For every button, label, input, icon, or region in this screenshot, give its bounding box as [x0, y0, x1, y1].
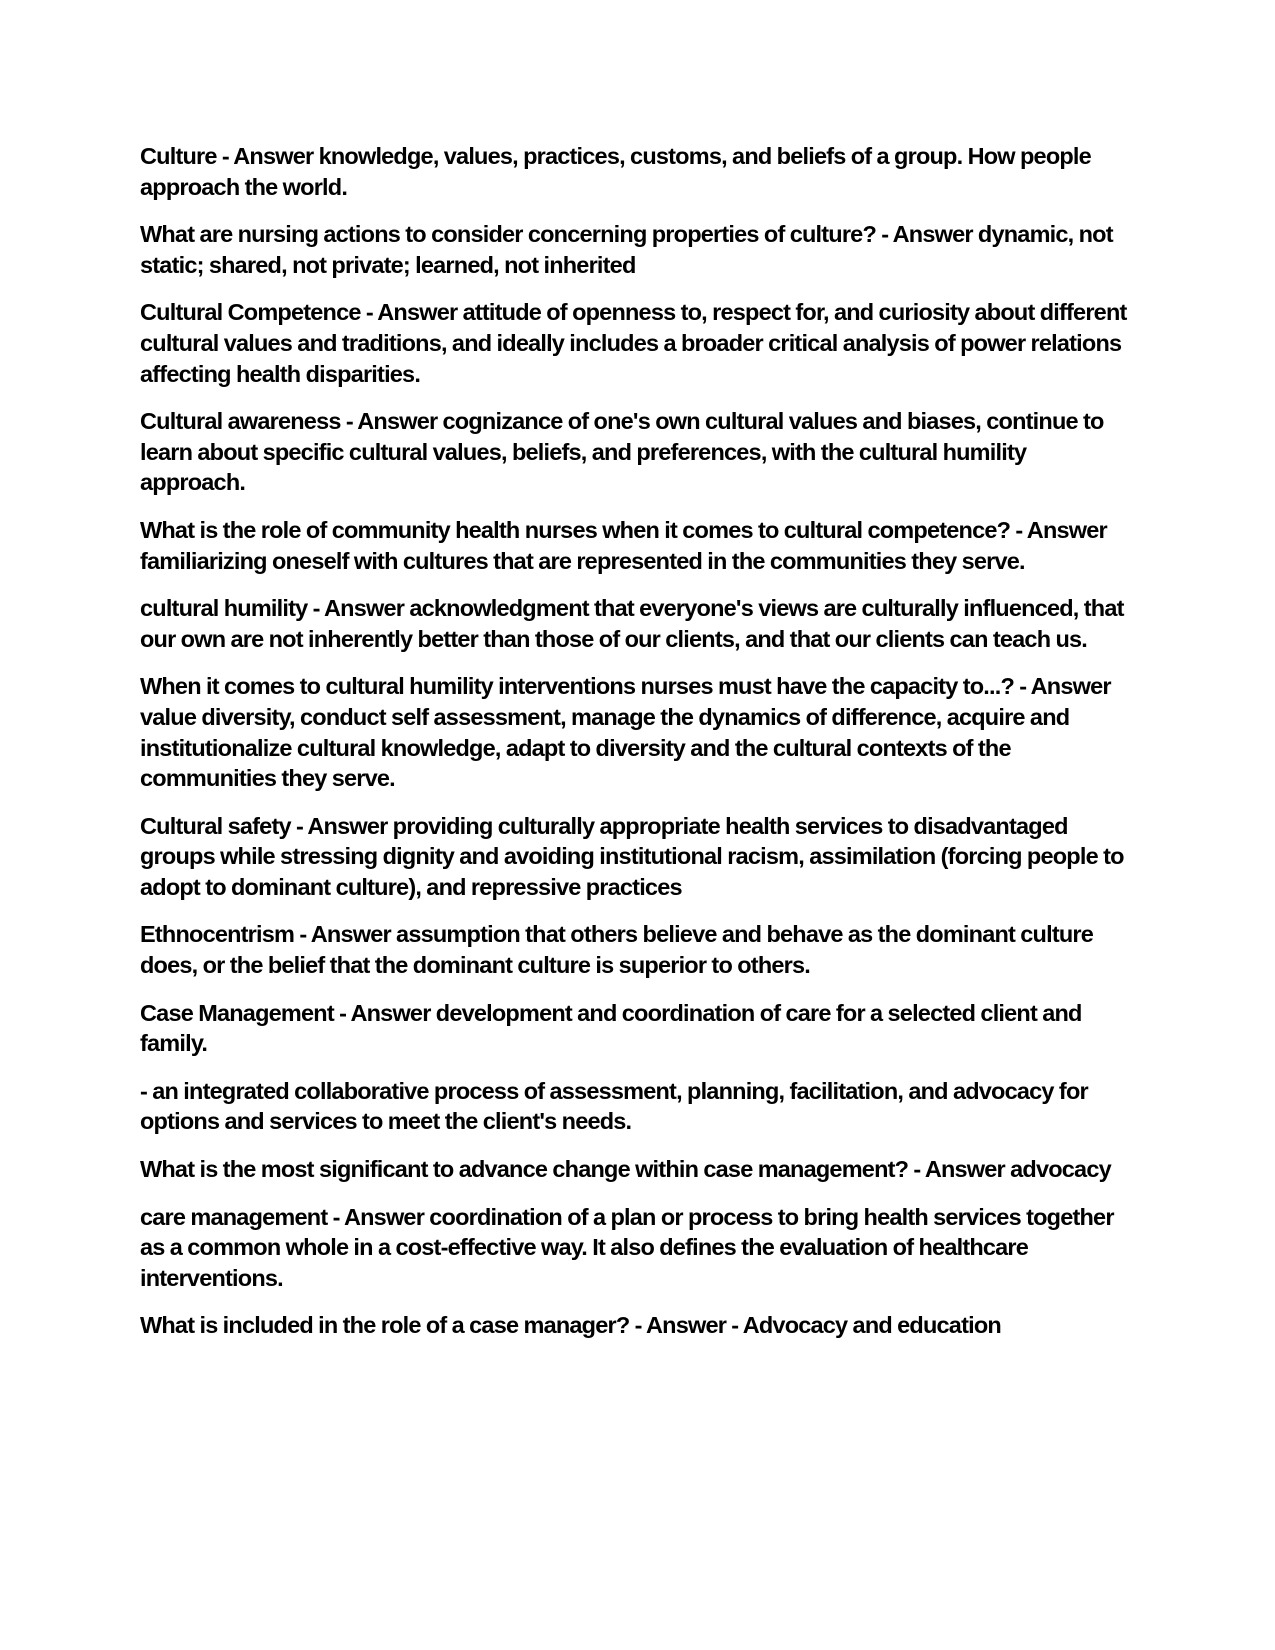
paragraph-cultural-competence: Cultural Competence - Answer attitude of openness to, respect for, and curiosity about different cultural values and traditions, and ideally includes a broader critical analysis of power relations affecting health disparities.: [140, 299, 1127, 387]
paragraph-integrated-collaborative-process: - an integrated collaborative process of assessment, planning, facilitation, and advocacy for options and services to meet the client's needs.: [140, 1077, 1088, 1135]
paragraph-advance-change: What is the most significant to advance change within case management? - Answer advocacy: [140, 1156, 1111, 1183]
paragraph-care-management: care management - Answer coordination of a plan or process to bring health services together as a common whole in a cost-effective way. It also defines the evaluation of healthcare interventions.: [140, 1203, 1114, 1291]
paragraph-cultural-humility: cultural humility - Answer acknowledgment that everyone's views are culturally influenced, that our own are not inherently better than those of our clients, and that our clients can teach us.: [140, 595, 1124, 652]
paragraph-ethnocentrism: Ethnocentrism - Answer assumption that others believe and behave as the dominant culture does, or the belief that the dominant culture is superior to others.: [140, 921, 1094, 979]
document-text-block: [140, 141, 1135, 1341]
paragraph-cultural-humility-interventions: When it comes to cultural humility interventions nurses must have the capacity to...? - Answer value diversity, conduct self assessment, manage the dynamics of difference, acquire and institutionalize cultural knowledge, adapt to diversity and the cultural contexts of the communities they serve.: [140, 673, 1111, 792]
paragraph-case-management: Case Management - Answer development and coordination of care for a selected client and family.: [140, 999, 1082, 1057]
paragraph-cultural-safety: Cultural safety - Answer providing culturally appropriate health services to disadvantaged groups while stressing dignity and avoiding institutional racism, assimilation (forcing people to adopt to dominant culture), and repressive practices: [140, 812, 1124, 900]
paragraph-case-manager-role: What is included in the role of a case manager? - Answer - Advocacy and education: [140, 1312, 1001, 1339]
paragraph-nursing-actions: What are nursing actions to consider concerning properties of culture? - Answer dynamic, not static; shared, not private; learned, not inherited: [140, 221, 1113, 278]
paragraph-community-health-nurses-role: What is the role of community health nurses when it comes to cultural competence? - Answer familiarizing oneself with cultures that are represented in the communities they serve.: [140, 516, 1107, 574]
paragraph-cultural-awareness: Cultural awareness - Answer cognizance of one's own cultural values and biases, continue to learn about specific cultural values, beliefs, and preferences, with the cultural humility approach.: [140, 408, 1104, 496]
paragraph-culture: Culture - Answer knowledge, values, practices, customs, and beliefs of a group. How people approach the world.: [140, 143, 1091, 200]
